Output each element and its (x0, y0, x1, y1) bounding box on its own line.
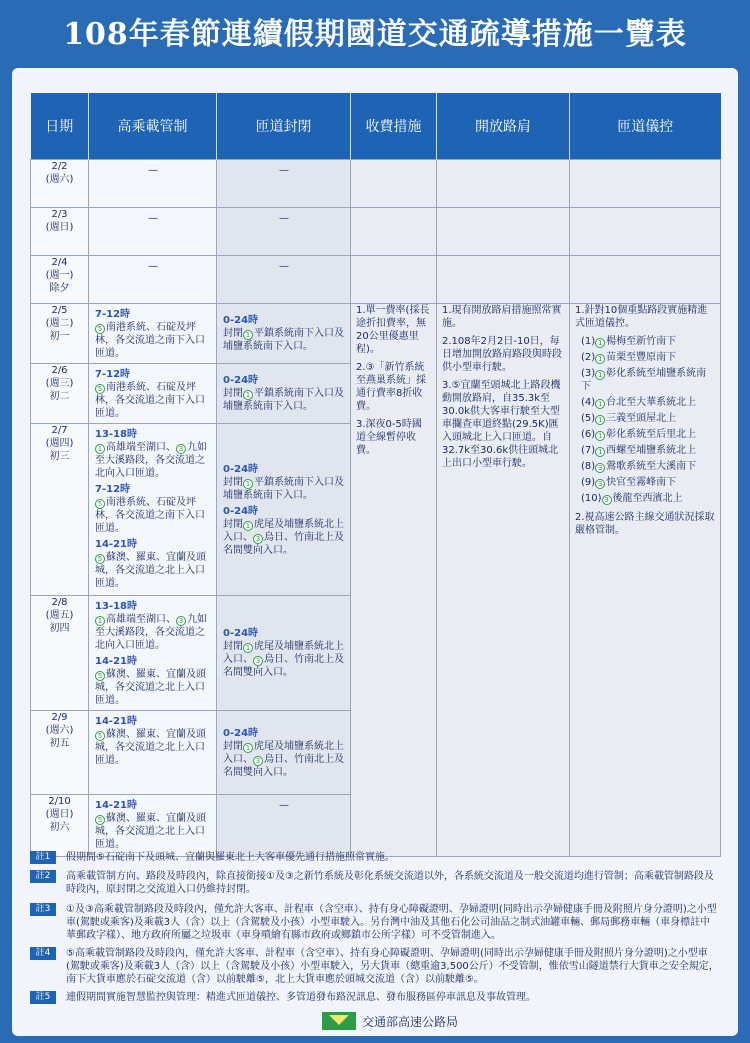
measure-text: 虎尾及埔鹽系統北上入口、 (223, 641, 344, 665)
highway-route-icon: 3 (253, 756, 263, 766)
table-row (31, 303, 721, 363)
highway-route-icon: 1 (95, 616, 105, 626)
time-range: 0-24時 (223, 505, 259, 517)
toll-cell-blank (351, 255, 437, 303)
shoulder-cell-blank (437, 159, 570, 207)
date-line: 2/9 (51, 711, 68, 723)
note-text: ⑤高乘載管制路段及時段內，僅允許大客車、計程車（含空車）、持有身心障礙證明、孕婦證明(同時出示孕婦健康手冊及附照片身分證明)之小型車(駕駛或乘客)及乘載3人（含）以上（含駕駛及小孩）小型車駛入，另大貨車（總重逾3,500公斤）不受管制，惟依雪山隧道禁行大貨車之安全規定，南下大貨車應於石碇交流道（含）以前駛離⑤，北上大貨車應於頭城交流道（含）以前駛離⑤。 (66, 948, 719, 985)
time-range: 13-18時 (95, 428, 137, 440)
measure-text: 九如至大溪路段，各交流道之北向入口匝道。 (95, 441, 207, 479)
closure-prefix: 封閉 (223, 388, 243, 399)
ramp-metering-cell (570, 303, 721, 856)
shoulder-item: 3.⑤宜蘭至頭城北上路段機動開放路肩，自35.3k至30.0k供大客車行駛至大型車攔查車道終點(29.5K)匯入頭城北上入口匝道。自32.7k至30.6k供往頭城北上出口小型車行駛。 (442, 379, 561, 469)
hov-cell: — (89, 159, 217, 207)
shoulder-cell-blank (437, 255, 570, 303)
meter-number: (7) (581, 444, 596, 456)
meter-number: (2) (581, 351, 596, 363)
ramp-closure-cell (217, 363, 351, 423)
closure-prefix: 封閉 (223, 641, 243, 652)
measure-text: 南港系統、石碇及坪林，各交流道之南下入口匝道。 (95, 496, 205, 534)
meter-item (575, 335, 715, 348)
hov-cell: — (89, 255, 217, 303)
date-line: 初二 (49, 390, 70, 402)
column-header: 收費措施 (351, 93, 437, 159)
date-line: 2/4 (51, 256, 68, 268)
measure-text: 蘇澳、羅東、宜蘭及頭城，各交流道之北上入口匝道。 (95, 551, 206, 589)
highway-route-icon: 5 (95, 554, 105, 564)
toll-item: 3.深夜0-5時國道全線暫停收費。 (356, 418, 422, 456)
highway-route-icon: 5 (95, 324, 105, 334)
date-cell (31, 303, 89, 363)
column-header: 匝道封閉 (217, 93, 351, 159)
footer-agency: 交通部高速公路局 (362, 1014, 459, 1029)
highway-route-icon: 1 (243, 643, 253, 653)
note-label: 註4 (30, 947, 56, 960)
hov-cell: — (89, 207, 217, 255)
meter-outro: 2.視高速公路主線交通狀況採取嚴格管制。 (575, 511, 715, 536)
date-line: 初五 (49, 737, 70, 749)
measure-block (95, 483, 211, 535)
toll-measures-cell (351, 303, 437, 856)
meter-cell-blank (570, 159, 721, 207)
highway-route-icon: 1 (243, 743, 253, 753)
date-line: (週六) (45, 173, 74, 185)
meter-item (575, 492, 715, 505)
time-range: 7-12時 (95, 483, 131, 495)
meter-number: (10) (581, 492, 602, 504)
date-cell (31, 423, 89, 595)
hov-cell (89, 303, 217, 363)
highway-route-icon: 1 (95, 444, 105, 454)
meter-item (575, 351, 715, 364)
date-line: 2/2 (51, 160, 68, 172)
column-header: 日期 (31, 93, 89, 159)
date-line: 2/5 (51, 304, 68, 316)
hov-cell (89, 794, 217, 856)
ramp-closure-cell: — (217, 159, 351, 207)
note-label: 註1 (30, 851, 56, 864)
date-line: 2/3 (51, 208, 68, 220)
meter-text: 彰化系統至埔鹽系統南下 (581, 367, 707, 392)
meter-item (575, 396, 715, 409)
time-range: 7-12時 (95, 308, 131, 320)
measure-text: 九如至大溪路段，各交流道之北向入口匝道。 (95, 613, 207, 651)
page-title: 108年春節連續假期國道交通疏導措施一覽表 (63, 17, 687, 52)
ramp-closure-cell: — (217, 207, 351, 255)
closure-prefix: 封閉 (223, 518, 243, 530)
date-cell (31, 363, 89, 423)
time-range: 0-24時 (223, 463, 259, 475)
highway-route-icon: 3 (602, 495, 612, 505)
agency-logo-icon (322, 1012, 356, 1030)
measure-text: 高雄端至湖口、 (106, 613, 176, 625)
table-header-row (31, 93, 721, 159)
meter-item (575, 444, 715, 457)
meter-cell-blank (570, 255, 721, 303)
measure-text: 蘇澳、羅東、宜蘭及頭城，各交流道之北上入口匝道。 (95, 812, 206, 850)
measure-block (95, 715, 211, 767)
meter-item (575, 428, 715, 441)
time-range: 14-21時 (95, 538, 137, 550)
closure-prefix: 封閉 (223, 476, 243, 488)
note-item (30, 851, 720, 864)
highway-route-icon: 3 (176, 616, 186, 626)
date-line: (週二) (45, 317, 74, 329)
date-line: 初一 (49, 330, 70, 342)
highway-route-icon: 1 (595, 447, 605, 457)
meter-text: 後龍至西濱北上 (612, 492, 683, 504)
hov-cell (89, 423, 217, 595)
measure-text: 烏日、竹南北上及名間雙向入口。 (223, 531, 344, 556)
time-range: 0-24時 (223, 628, 259, 639)
highway-route-icon: 1 (595, 415, 605, 425)
meter-number: (8) (581, 460, 596, 472)
note-text: 連假期間實施智慧監控與管理：精進式匝道儀控、多管道發布路況訊息、發布服務區停車訊息及事故管理。 (66, 992, 536, 1003)
date-line: 初三 (49, 450, 70, 462)
highway-route-icon: 1 (243, 521, 253, 531)
shoulder-measures-cell (437, 303, 570, 856)
date-line: (週三) (45, 377, 74, 389)
date-cell (31, 159, 89, 207)
measure-text: 平鎮系統南下入口及埔鹽系統南下入口。 (223, 328, 344, 352)
note-label: 註2 (30, 870, 56, 883)
date-cell (31, 794, 89, 856)
date-line: (週一) (45, 269, 74, 281)
measure-text: 平鎮系統南下入口及埔鹽系統南下入口。 (223, 476, 344, 501)
ramp-closure-cell (217, 423, 351, 595)
hov-cell (89, 595, 217, 710)
note-item (30, 991, 720, 1004)
highway-route-icon: 3 (253, 534, 263, 544)
ramp-closure-cell: — (217, 255, 351, 303)
measure-block (95, 799, 211, 851)
meter-text: 快官至霧峰南下 (606, 476, 677, 488)
measure-block (95, 600, 211, 652)
date-line: (週五) (45, 609, 74, 621)
highway-route-icon: 1 (595, 354, 605, 364)
meter-number: (4) (581, 396, 596, 408)
highway-route-icon: 5 (95, 731, 105, 741)
meter-text: 西螺至埔鹽系統北上 (606, 444, 697, 456)
date-line: 初四 (49, 622, 70, 634)
ramp-closure-cell (217, 710, 351, 794)
highway-route-icon: 1 (595, 399, 605, 409)
measure-text: 虎尾及埔鹽系統北上入口、 (223, 518, 344, 543)
measure-block (223, 727, 345, 779)
meter-text: 楊梅至新竹南下 (606, 335, 677, 347)
highway-route-icon: 1 (243, 479, 253, 489)
shoulder-item: 2.108年2月2日-10日，每日增加開放路肩路段與時段供小型車行駛。 (442, 335, 562, 373)
note-text: 假期間⑤石碇南下及頭城、宜蘭與羅東北上大客車優先通行措施照常實施。 (66, 852, 395, 863)
closure-prefix: 封閉 (223, 328, 243, 339)
meter-item (575, 367, 715, 393)
time-range: 14-21時 (95, 655, 137, 667)
date-line: 除夕 (49, 282, 70, 294)
toll-item: 2.③「新竹系統至燕巢系統」採通行費率8折收費。 (356, 361, 426, 412)
note-label: 註3 (30, 903, 56, 916)
date-line: (週日) (45, 221, 74, 233)
date-line: 2/10 (48, 795, 71, 807)
measure-block (223, 314, 345, 353)
measure-text: 虎尾及埔鹽系統北上入口、 (223, 740, 344, 765)
ramp-closure-cell (217, 595, 351, 710)
meter-item (575, 476, 715, 489)
closure-prefix: 封閉 (223, 740, 243, 752)
date-cell (31, 710, 89, 794)
meter-number: (5) (581, 412, 596, 424)
note-item (30, 947, 720, 986)
highway-route-icon: 1 (243, 330, 253, 340)
highway-route-icon: 1 (595, 431, 605, 441)
meter-text: 鶯歌系統至大溪南下 (606, 460, 697, 472)
measure-text: 蘇澳、羅東、宜蘭及頭城，各交流道之北上入口匝道。 (95, 668, 206, 706)
note-text: 高乘載管制方向、路段及時段內，除直接銜接①及③之新竹系統及彰化系統交流道以外，各系統交流道及一般交流道均進行管制；高乘載管制路段及時段內，原封閉之交流道入口仍維持封閉。 (66, 871, 714, 895)
column-header: 開放路肩 (437, 93, 570, 159)
measure-block (223, 374, 345, 413)
measure-block (223, 463, 345, 502)
shoulder-item: 1.現有開放路肩措施照常實施。 (442, 304, 562, 329)
time-range: 0-24時 (223, 727, 259, 739)
footer (322, 1012, 458, 1030)
date-line: (週四) (45, 437, 74, 449)
table-row (31, 207, 721, 255)
meter-text: 彰化系統至后里北上 (606, 428, 697, 440)
meter-number: (1) (581, 335, 596, 347)
ramp-closure-cell (217, 303, 351, 363)
highway-route-icon: 5 (95, 815, 105, 825)
table-row (31, 159, 721, 207)
meter-text: 苗栗至豐原南下 (606, 351, 677, 363)
highway-route-icon: 1 (243, 390, 253, 400)
measure-block (223, 627, 345, 679)
hov-cell (89, 710, 217, 794)
date-line: (週六) (45, 724, 74, 736)
date-line: 2/8 (51, 596, 68, 608)
date-cell (31, 255, 89, 303)
meter-item (575, 460, 715, 473)
measure-text: 烏日、竹南北上及名間雙向入口。 (223, 654, 344, 678)
date-line: (週日) (45, 808, 74, 820)
table-row (31, 255, 721, 303)
meter-item (575, 412, 715, 425)
schedule-table (30, 93, 721, 857)
highway-route-icon: 3 (253, 656, 263, 666)
meter-number: (3) (581, 367, 596, 379)
measure-block (95, 308, 211, 360)
column-header: 高乘載管制 (89, 93, 217, 159)
date-line: 初六 (49, 821, 70, 833)
highway-route-icon: 1 (595, 370, 605, 380)
measure-text: 南港系統、石碇及坪林，各交流道之南下入口匝道。 (95, 381, 205, 419)
meter-number: (9) (581, 476, 596, 488)
meter-number: (6) (581, 428, 596, 440)
toll-cell-blank (351, 207, 437, 255)
measure-text: 南港系統、石碇及坪林，各交流道之南下入口匝道。 (95, 321, 205, 359)
time-range: 14-21時 (95, 799, 137, 811)
highway-route-icon: 5 (95, 384, 105, 394)
toll-cell-blank (351, 159, 437, 207)
time-range: 0-24時 (223, 375, 259, 386)
measure-text: 蘇澳、羅東、宜蘭及頭城，各交流道之北上入口匝道。 (95, 728, 206, 766)
measure-text: 烏日、竹南北上及名間雙向入口。 (223, 753, 344, 778)
time-range: 14-21時 (95, 715, 137, 727)
date-line: 2/6 (51, 364, 68, 376)
measure-block (95, 428, 211, 480)
note-item (30, 870, 720, 896)
date-line: 2/7 (51, 424, 68, 436)
note-text: ①及③高乘載管制路段及時段內，僅允許大客車、計程車（含空車）、持有身心障礙證明、孕婦證明(同時出示孕婦健康手冊及附照片身分證明)之小型車(駕駛或乘客)及乘載3人（含）以上（含駕駛及小孩）小型車駛入。另台灣中油及其他石化公司油品之制式油罐車輛、郵局郵務車輛（車身標註中華郵政字樣）、地方政府所屬之垃圾車（車身噴繪有縣市政府或鄉鎮市公所字樣）可不受管制進入。 (66, 904, 717, 941)
note-label: 註5 (30, 991, 56, 1004)
highway-route-icon: 5 (95, 671, 105, 681)
measure-block (223, 505, 345, 557)
time-range: 0-24時 (223, 315, 259, 326)
highway-route-icon: 1 (595, 338, 605, 348)
highway-route-icon: 3 (595, 463, 605, 473)
date-cell (31, 595, 89, 710)
ramp-closure-cell: — (217, 794, 351, 856)
time-range: 13-18時 (95, 600, 137, 612)
date-cell (31, 207, 89, 255)
measure-text: 高雄端至湖口、 (106, 441, 176, 453)
column-header: 匝道儀控 (570, 93, 721, 159)
meter-intro: 1.針對10個重點路段實施精進式匝道儀控。 (575, 304, 708, 329)
meter-cell-blank (570, 207, 721, 255)
note-item (30, 903, 720, 942)
highway-route-icon: 5 (95, 499, 105, 509)
highway-route-icon: 3 (176, 444, 186, 454)
measure-block (95, 538, 211, 590)
meter-text: 三義至頭屋北上 (606, 412, 677, 424)
measure-block (95, 655, 211, 707)
highway-route-icon: 3 (595, 479, 605, 489)
measure-text: 平鎮系統南下入口及埔鹽系統南下入口。 (223, 388, 344, 412)
toll-item: 1.單一費率(採長途折扣費率，無20公里優惠里程)。 (356, 304, 430, 355)
shoulder-cell-blank (437, 207, 570, 255)
hov-cell (89, 363, 217, 423)
time-range: 7-12時 (95, 368, 131, 380)
meter-text: 台北至大華系統北上 (606, 396, 697, 408)
measure-block (95, 368, 211, 420)
